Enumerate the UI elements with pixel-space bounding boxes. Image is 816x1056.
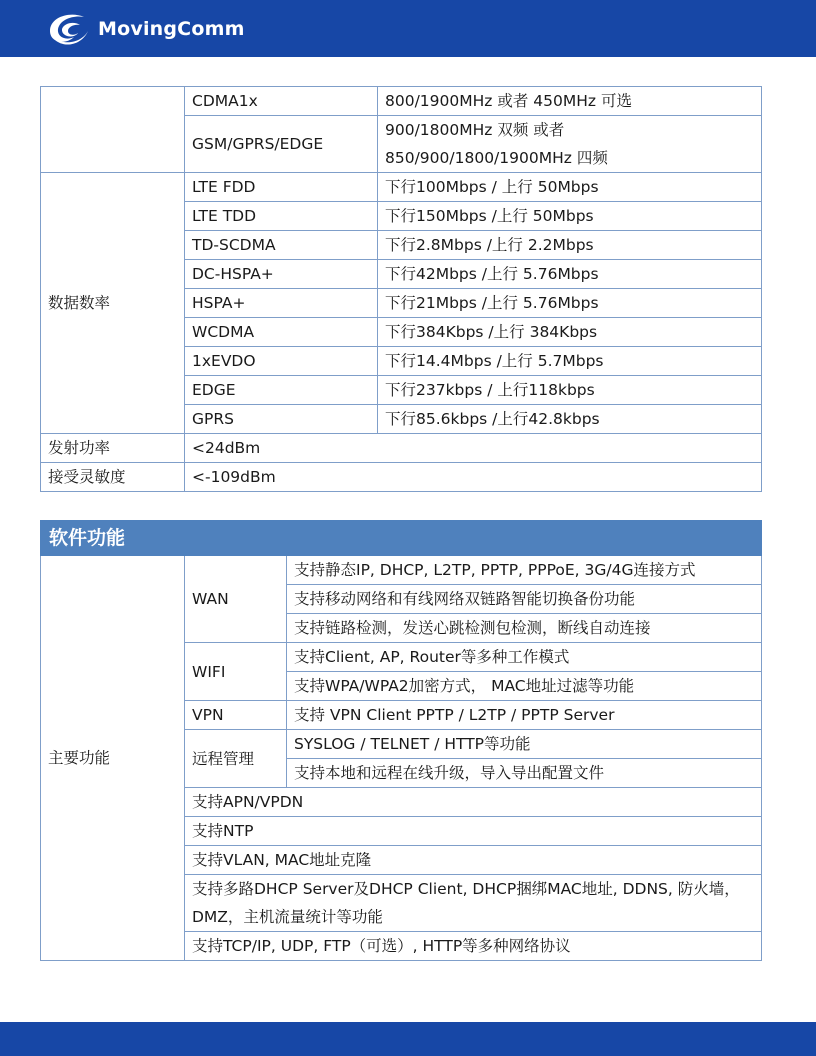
feature-item: 支持 VPN Client PPTP / L2TP / PPTP Server	[287, 701, 762, 730]
feature-item: 支持移动网络和有线网络双链路智能切换备份功能	[287, 585, 762, 614]
feature-line: 支持多路DHCP Server及DHCP Client, DHCP捆绑MAC地址, DDNS, 防火墙，	[192, 880, 740, 898]
feature-item: 支持链路检测，发送心跳检测包检测，断线自动连接	[287, 614, 762, 643]
rate-value: 下行100Mbps / 上行 50Mbps	[378, 173, 762, 202]
feature-item: 支持本地和远程在线升级，导入导出配置文件	[287, 759, 762, 788]
rate-value: 下行85.6kbps /上行42.8kbps	[378, 405, 762, 434]
network-band: 800/1900MHz 或者 450MHz 可选	[378, 87, 762, 116]
feature-item: 支持静态IP, DHCP, L2TP, PPTP, PPPoE, 3G/4G连接方式	[287, 556, 762, 585]
wifi-label: WIFI	[185, 643, 287, 701]
rate-name: HSPA+	[185, 289, 378, 318]
empty-label-cell	[41, 87, 185, 173]
spec-table	[40, 86, 762, 492]
table-row	[41, 463, 762, 492]
feature-item: 支持NTP	[185, 817, 762, 846]
rate-value: 下行237kbps / 上行118kbps	[378, 376, 762, 405]
rate-label: 数据数率	[41, 173, 185, 434]
rate-value: 下行150Mbps /上行 50Mbps	[378, 202, 762, 231]
rate-name: WCDMA	[185, 318, 378, 347]
rate-name: DC-HSPA+	[185, 260, 378, 289]
network-name: CDMA1x	[185, 87, 378, 116]
wan-label: WAN	[185, 556, 287, 643]
tx-power-label: 发射功率	[41, 434, 185, 463]
band-line: 900/1800MHz 双频 或者	[385, 121, 565, 139]
feature-item: 支持VLAN, MAC地址克隆	[185, 846, 762, 875]
rate-name: LTE FDD	[185, 173, 378, 202]
table-row	[41, 87, 762, 116]
table-row	[41, 434, 762, 463]
rate-value: 下行2.8Mbps /上行 2.2Mbps	[378, 231, 762, 260]
feature-item: 支持Client, AP, Router等多种工作模式	[287, 643, 762, 672]
feature-item	[185, 875, 762, 932]
rate-value: 下行384Kbps /上行 384Kbps	[378, 318, 762, 347]
feature-line: DMZ，主机流量统计等功能	[192, 908, 383, 926]
rate-value: 下行42Mbps /上行 5.76Mbps	[378, 260, 762, 289]
logo-swirl-icon	[44, 9, 92, 49]
network-band	[378, 116, 762, 173]
sensitivity-label: 接受灵敏度	[41, 463, 185, 492]
feature-item: 支持WPA/WPA2加密方式， MAC地址过滤等功能	[287, 672, 762, 701]
rate-value: 下行21Mbps /上行 5.76Mbps	[378, 289, 762, 318]
rate-name: 1xEVDO	[185, 347, 378, 376]
section-header-row	[41, 521, 762, 556]
table-row	[41, 556, 762, 585]
feature-item: SYSLOG / TELNET / HTTP等功能	[287, 730, 762, 759]
feature-item: 支持APN/VPDN	[185, 788, 762, 817]
rate-name: LTE TDD	[185, 202, 378, 231]
rate-name: GPRS	[185, 405, 378, 434]
rate-value: 下行14.4Mbps /上行 5.7Mbps	[378, 347, 762, 376]
band-line: 850/900/1800/1900MHz 四频	[385, 149, 608, 167]
main-function-label: 主要功能	[41, 556, 185, 961]
page-header	[0, 0, 816, 57]
section-title: 软件功能	[41, 521, 762, 556]
brand-logo	[44, 6, 245, 52]
table-row	[41, 173, 762, 202]
sensitivity-value: <-109dBm	[185, 463, 762, 492]
tx-power-value: <24dBm	[185, 434, 762, 463]
page-footer	[0, 1022, 816, 1056]
remote-mgmt-label: 远程管理	[185, 730, 287, 788]
vpn-label: VPN	[185, 701, 287, 730]
software-table	[40, 520, 762, 961]
feature-item: 支持TCP/IP, UDP, FTP（可选）, HTTP等多种网络协议	[185, 932, 762, 961]
rate-name: TD-SCDMA	[185, 231, 378, 260]
network-name: GSM/GPRS/EDGE	[185, 116, 378, 173]
brand-name: MovingComm	[98, 18, 245, 40]
rate-name: EDGE	[185, 376, 378, 405]
